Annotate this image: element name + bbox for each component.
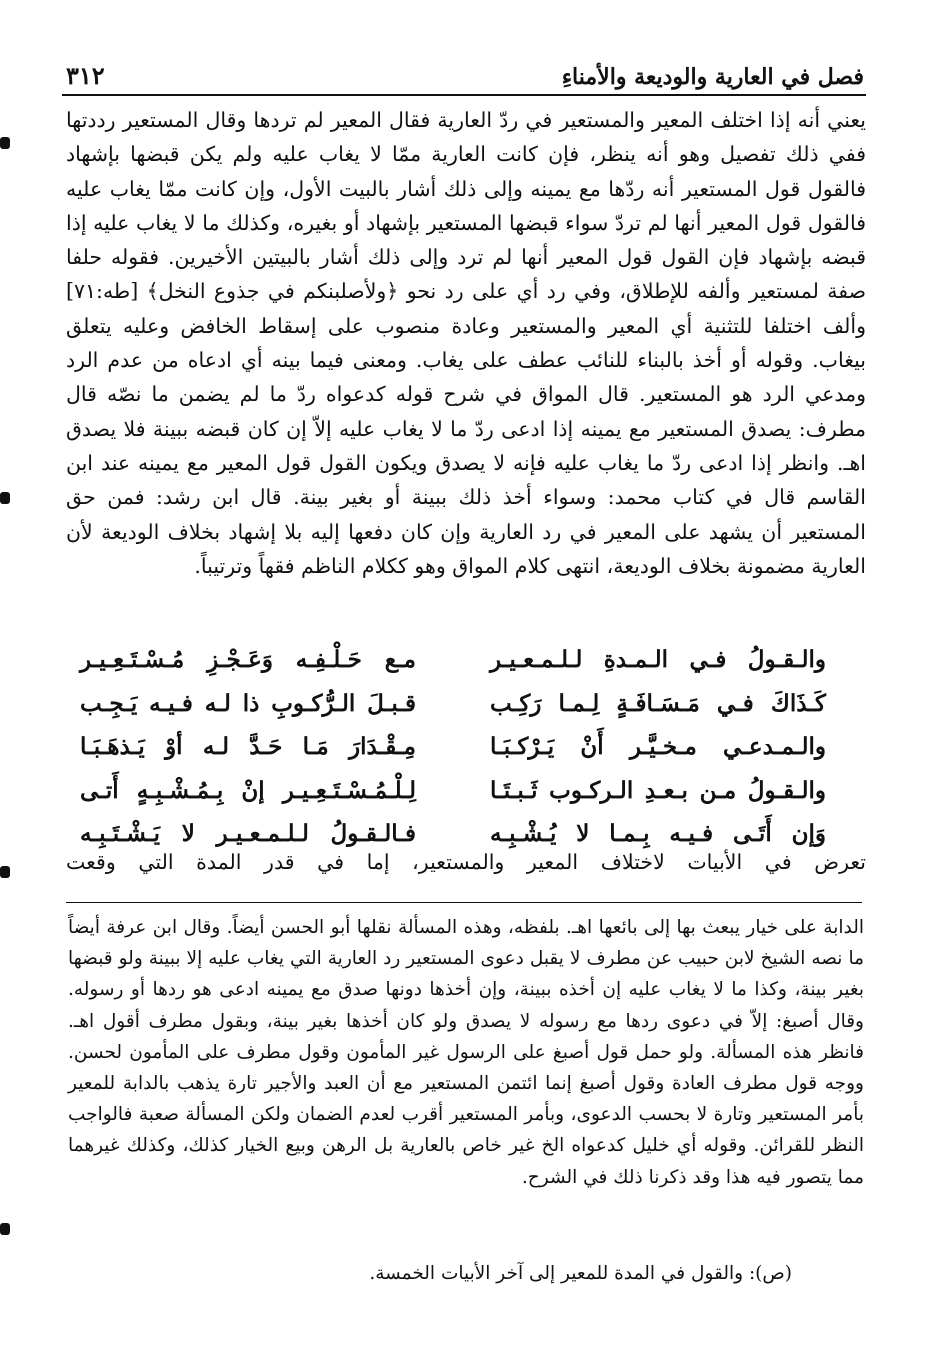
scan-margin-mark (0, 1223, 10, 1235)
page-header (66, 52, 864, 90)
verse-first-hemistich: وَإن أَتَـى فـيـه بِـمـا لا يُـشْـبِـه (490, 820, 826, 848)
verse-second-hemistich: مِـقْـدَارَ مَـا حَـدَّ لـه أوْ يَـذهَـبَـا (80, 733, 416, 761)
post-poem-line: تعرض في الأبيات لاختلاف المعير والمستعير، إما في قدر المدة التي وقعت (66, 850, 866, 874)
scan-margin-mark (0, 866, 10, 878)
verse-line (80, 682, 826, 726)
footnote-paragraph: الدابة على خيار يبعث بها إلى بائعها اهـ. بلفظه، وهذه المسألة نقلها أبو الحسن أيضاً. وقال ابن عرفة أيضاً ما نصه الشيخ لابن حبيب عن مطرف لا يقبل دعوى المستعير رد العارية التي يغاب عليه إلا ببينة ولو قبضها بغير بينة، وكذا ما لا يغاب عليه إن أخذه ببينة، وإن أخذها دونها صدق مع يمينه ادعى هو ردها أو رسوله. وقال أصبغ: إلاّ في دعوى ردها مع رسوله لا يصدق ولو كان أخذها بغير بينة، وبقول مطرف أقول اهـ. فانظر هذه المسألة. ولو حمل قول أصبغ على الرسول غير المأمون وقول مطرف على المأمون لحسن. ووجه قول مطرف العادة وقول أصبغ إنما ائتمن المستعير مع أن العبد والأجير تارة يذهب بالدابة للمعير بأمر المستعير وتارة لا بحسب الدعوى، وبأمر المستعير أقرب لعدم الضمان ولكن المسألة صعبة فالواجب النظر للقرائن. وقوله أي خليل كدعواه الخ غير خاص بالعارية بل الرهن وبيع الخيار كذلك، وكذلك غيرهما مما يتصور فيه هذا وقد ذكرنا ذلك في الشرح. (68, 917, 864, 1188)
header-divider (62, 94, 866, 96)
verse-line (80, 769, 826, 813)
scan-margin-mark (0, 137, 10, 149)
footnotes (68, 912, 864, 1193)
verse-first-hemistich: والـقـولُ مـن بـعـدِ الـركـوب ثَـبـتَـا (490, 776, 826, 804)
running-title: فصل في العارية والوديعة والأمناءِ (561, 64, 864, 90)
verse-first-hemistich: والـقـولُ فـي الـمـدةِ لـلـمـعـيـر (490, 646, 826, 674)
verse-second-hemistich: مـع حَـلْـفِـه وَعَـجْـزِ مُـسْـتَـعِـيـر (80, 646, 416, 674)
verse-line (80, 725, 826, 769)
commentary-paragraph: يعني أنه إذا اختلف المعير والمستعير في ردّ العارية فقال المعير لم تردها وقال المستعير رددتها ففي ذلك تفصيل وهو أنه ينظر، فإن كانت العارية ممّا لا يغاب عليه ولم يكن قبضها بإشهاد فالقول قول المستعير أنه ردّها مع يمينه وإلى ذلك أشار بالبيت الأول، وإن كانت ممّا يغاب عليه فالقول قول المعير أنها لم تردّ سواء قبضها المستعير بإشهاد أو بغيره، وكذلك ما لا يغاب عليه إذا قبضه بإشهاد فإن القول قول المعير أنها لم ترد وإلى ذلك أشار بالبيتين الأخيرين. فقوله حلفا صفة لمستعير وألفه للإطلاق، وفي رد أي على رد نحو ﴿ولأصلبنكم في جذوع النخل﴾ [طه:٧١] وألف اختلفا للتثنية أي المعير والمستعير وعادة منصوب على إسقاط الخافض وعليه يتعلق بيغاب. وقوله أو أخذ بالبناء للنائب عطف على يغاب. ومعنى فيما بينه أي ادعاه من عدم الرد ومدعي الرد هو المستعير. قال المواق في شرح قوله كدعواه ردّ ما لم يضمن ما نصّه قال مطرف: يصدق المستعير مع يمينه إذا ادعى ردّ ما لا يغاب عليه إلاّ إن كان قبضه ببينة فلا يصدق اهـ. وانظر إذا ادعى ردّ ما يغاب عليه فإنه لا يصدق ويكون القول قول المعير مع يمينه عند ابن القاسم قال في كتاب محمد: وسواء أخذ ذلك ببينة أو بغير بينة. قال ابن رشد: فمن حق المستعير أن يشهد على المعير في رد العارية وإن كان دفعها إليه بلا إشهاد بخلاف الوديعة لأن العارية مضمونة بخلاف الوديعة، انتهى كلام المواق وهو ككلام الناظم فقهاً وترتيباً. (66, 108, 866, 578)
verse-first-hemistich: كَـذَاكَ فـي مَـسَـافَـةٍ لِـمـا رَكِـب (490, 689, 826, 717)
verse-second-hemistich: فـالـقـولُ لـلـمـعـيـر لا يَـشْـتَـبِـه (80, 820, 416, 848)
verse-first-hemistich: والـمـدعـي مـخـيَّـر أَنْ يَـرْكـبَـا (490, 733, 826, 761)
footnote-divider (66, 902, 862, 903)
scan-margin-mark (0, 492, 10, 504)
verse-second-hemistich: لِـلْـمُـسْـتَـعِـيـر إنْ بِـمُـشْـبِـهٍ أَتـى (80, 776, 416, 804)
poem-verses (80, 638, 826, 856)
main-commentary (66, 103, 866, 583)
verse-second-hemistich: قـبـلَ الـرُّكـوبِ ذا لـه فـيـه يَـجِـب (80, 689, 416, 717)
footnote-text-line: (ص): والقول في المدة للمعير إلى آخر الأبيات الخمسة. (369, 1263, 792, 1284)
page-number: ٣١٢ (66, 61, 105, 90)
verse-line (80, 638, 826, 682)
